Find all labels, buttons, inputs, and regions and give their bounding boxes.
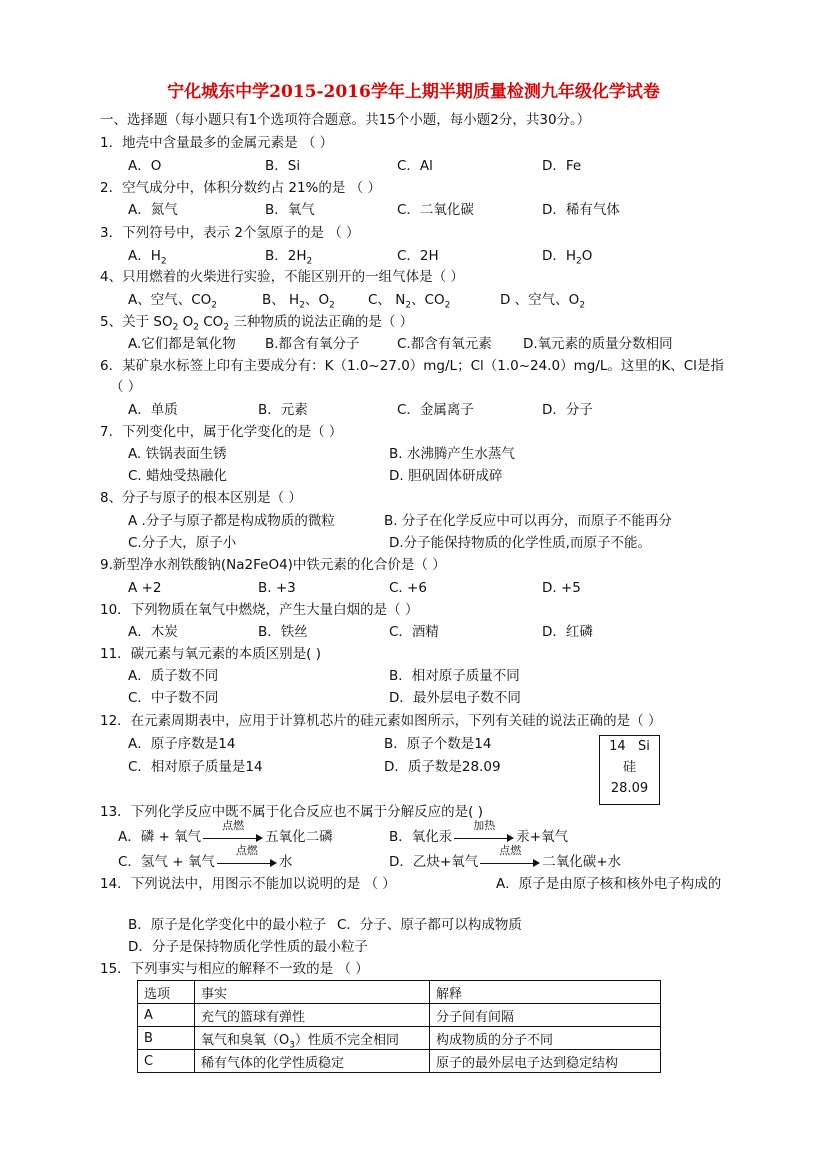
reaction-arrow: 点燃 (203, 827, 263, 847)
q2-option-a: A．氮气 (128, 202, 178, 218)
table-row (138, 1050, 661, 1073)
q4-option-d: D 、空气、$O_2$ (500, 292, 586, 311)
q8-option-c: C.分子大，原子小 (128, 535, 237, 551)
table-cell: 原子的最外层电子达到稳定结构 (430, 1050, 661, 1073)
q12-option-a: A．原子序数是14 (128, 736, 236, 752)
q14-option-a: A．原子是由原子核和核外电子构成的 (496, 876, 722, 892)
q13-option-a: A．磷 + 氧气 点燃 五氧化二磷 (118, 819, 333, 845)
q2-option-b: B．氧气 (265, 202, 315, 218)
q12-option-b: B．原子个数是14 (384, 736, 492, 752)
q12-option-c: C．相对原子质量是14 (128, 759, 263, 775)
q8-option-a: A .分子与原子都是构成物质的微粒 (128, 513, 335, 529)
q5-option-d: D.氧元素的质量分数相同 (523, 336, 673, 352)
q7-option-c: C. 蜡烛受热融化 (128, 468, 228, 484)
table-header: 解释 (430, 981, 661, 1004)
table-cell: A (138, 1004, 195, 1027)
q3-option-c: C．2H (397, 248, 439, 264)
q15-stem: 15．下列事实与相应的解释不一致的是 （ ） (100, 961, 369, 977)
q12-option-d: D．质子数是28.09 (384, 759, 501, 775)
q8-stem: 8、分子与原子的根本区别是（ ） (100, 490, 302, 506)
q13-option-c: C．氢气 + 氧气 点燃 水 (118, 844, 293, 870)
q7-option-d: D. 胆矾固体研成碎 (389, 468, 503, 484)
q1-stem: 1．地壳中含量最多的金属元素是 （ ） (100, 135, 334, 151)
q3-stem: 3．下列符号中，表示 2个氢原子的是 （ ） (100, 225, 360, 241)
table-cell: 分子间有间隔 (430, 1004, 661, 1027)
table-cell: 稀有气体的化学性质稳定 (195, 1050, 430, 1073)
q11-option-c: C．中子数不同 (128, 690, 219, 706)
q10-option-d: D．红磷 (542, 624, 593, 640)
page-title: 宁化城东中学2015-2016学年上期半期质量检测九年级化学试卷 (167, 82, 660, 102)
q3-option-a: A．$H_2$ (128, 248, 167, 267)
si-atomic-mass: 28.09 (610, 781, 649, 796)
q14-option-c: C．分子、原子都可以构成物质 (337, 917, 522, 933)
q4-option-a: A、空气、$CO_2$ (128, 292, 218, 311)
q6-stem: 6．某矿泉水标签上印有主要成分有：K（1.0~27.0）mg/L；Cl（1.0~24.0）mg/L。这里的K、Cl是指 (100, 358, 724, 374)
q6-option-a: A．单质 (128, 402, 178, 418)
q6-stem-bracket: （ ） (110, 379, 142, 395)
table-cell: C (138, 1050, 195, 1073)
q1-option-a: A．O (128, 158, 162, 174)
q14-stem: 14．下列说法中，用图示不能加以说明的是 （ ） (100, 876, 396, 892)
q9-stem: 9.新型净水剂铁酸钠(Na2FeO4)中铁元素的化合价是（ ） (100, 557, 446, 573)
q13-option-d: D．乙炔+氧气 点燃 二氧化碳+水 (389, 844, 622, 870)
q4-option-c: C、 $N_2$、$CO_2$ (368, 292, 451, 311)
table-cell: 充气的篮球有弹性 (195, 1004, 430, 1027)
silicon-element-card (599, 735, 660, 805)
q10-option-b: B．铁丝 (258, 624, 308, 640)
table-cell: 氧气和臭氧$(O_3)$性质不完全相同 (195, 1027, 430, 1050)
q11-stem: 11．碳元素与氧元素的本质区别是( ) (100, 646, 322, 662)
q14-option-d: D．分子是保持物质化学性质的最小粒子 (128, 939, 368, 955)
q13-option-b: B．氧化汞 加热 汞+氧气 (389, 819, 569, 845)
table-cell: 构成物质的分子不同 (430, 1027, 661, 1050)
q1-option-b: B．Si (265, 158, 301, 174)
q5-option-b: B.都含有氧分子 (265, 336, 360, 352)
q15-table (137, 980, 661, 1073)
q1-option-c: C．Al (397, 158, 433, 174)
q2-stem: 2．空气成分中，体积分数约占 21%的是 （ ） (100, 180, 381, 196)
q9-option-b: B. +3 (258, 580, 296, 596)
q10-option-c: C．酒精 (389, 624, 439, 640)
q7-option-a: A. 铁锅表面生锈 (128, 446, 227, 462)
table-header: 选项 (138, 981, 195, 1004)
q6-option-d: D．分子 (542, 402, 593, 418)
q14-option-b: B．原子是化学变化中的最小粒子 (128, 917, 327, 933)
reaction-arrow: 点燃 (480, 852, 540, 872)
q5-stem: 5、关于 $SO_2$ $O_2$ $CO_2$ 三种物质的说法正确的是（ ） (100, 314, 414, 333)
q6-option-b: B．元素 (258, 402, 308, 418)
table-header: 事实 (195, 981, 430, 1004)
q10-option-a: A．木炭 (128, 624, 178, 640)
q8-option-b: B. 分子在化学反应中可以再分，而原子不能再分 (384, 513, 672, 529)
q9-option-a: A +2 (128, 580, 162, 596)
q11-option-b: B．相对原子质量不同 (389, 668, 520, 684)
q9-option-c: C. +6 (389, 580, 427, 596)
table-row (138, 1004, 661, 1027)
si-atomic-number: 14 (609, 739, 626, 754)
si-symbol: Si (638, 739, 650, 754)
table-row (138, 1027, 661, 1050)
q8-option-d: D.分子能保持物质的化学性质,而原子不能。 (389, 535, 651, 551)
reaction-arrow: 点燃 (217, 852, 277, 872)
q2-option-c: C．二氧化碳 (397, 202, 474, 218)
q1-option-d: D．Fe (542, 158, 582, 174)
q11-option-d: D．最外层电子数不同 (389, 690, 521, 706)
table-cell: B (138, 1027, 195, 1050)
q7-stem: 7．下列变化中，属于化学变化的是（ ） (100, 424, 343, 440)
q10-stem: 10．下列物质在氧气中燃烧，产生大量白烟的是（ ） (100, 602, 419, 618)
q3-option-d: D．$H_2O$ (542, 248, 593, 267)
reaction-arrow: 加热 (454, 827, 514, 847)
q3-option-b: B．$2H_2$ (265, 248, 313, 267)
q13-stem: 13．下列化学反应中既不属于化合反应也不属于分解反应的是( ) (100, 804, 484, 820)
q9-option-d: D. +5 (542, 580, 581, 596)
q5-option-a: A.它们都是氧化物 (128, 336, 236, 352)
section-heading: 一、选择题（每小题只有1个选项符合题意。共15个小题，每小题2分，共30分。） (100, 112, 591, 128)
q11-option-a: A．质子数不同 (128, 668, 219, 684)
q4-stem: 4、只用燃着的火柴进行实验，不能区别开的一组气体是（ ） (100, 269, 464, 285)
si-name: 硅 (622, 760, 636, 775)
q2-option-d: D．稀有气体 (542, 202, 620, 218)
q5-option-c: C.都含有氧元素 (397, 336, 492, 352)
q7-option-b: B. 水沸腾产生水蒸气 (389, 446, 515, 462)
q12-stem: 12．在元素周期表中，应用于计算机芯片的硅元素如图所示，下列有关硅的说法正确的是（ ） (100, 713, 662, 729)
q6-option-c: C．金属离子 (397, 402, 474, 418)
q4-option-b: B、 $H_2$、$O_2$ (262, 292, 335, 311)
table-header-row (138, 981, 661, 1004)
